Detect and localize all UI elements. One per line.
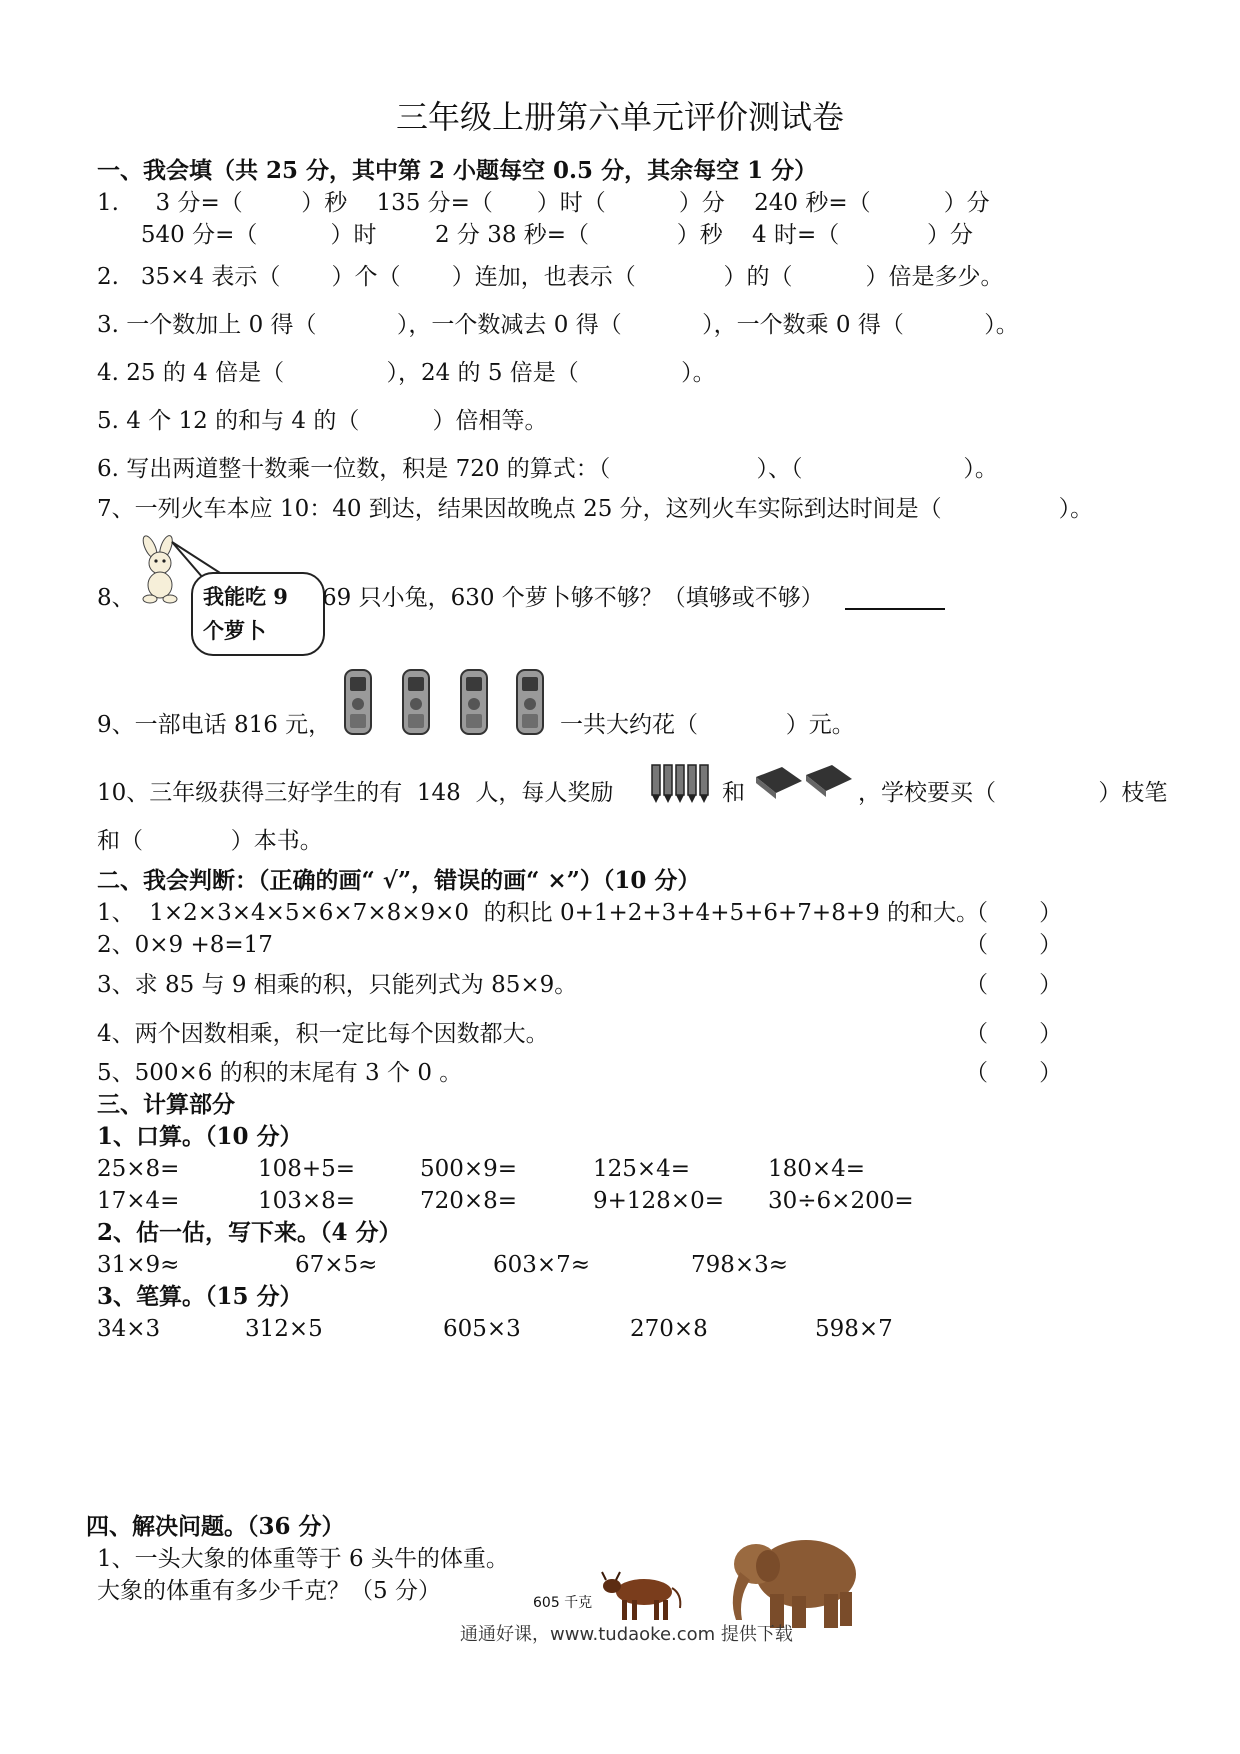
phone-icon: [343, 668, 558, 738]
section1-heading: 一、我会填（共 25 分，其中第 2 小题每空 0.5 分，其余每空 1 分）: [97, 157, 818, 184]
cow-icon: [600, 1568, 686, 1626]
footer-watermark: 通通好课，www.tudaoke.com 提供下载: [460, 1624, 793, 1645]
cow-weight-label: 605 千克: [533, 1595, 593, 1611]
section4-heading: 四、解决问题。（36 分）: [86, 1513, 345, 1540]
q5: 5. 4 个 12 的和与 4 的（ ）倍相等。: [97, 408, 548, 434]
q1-line1: 1. 3 分=（ ）秒 135 分=（ ）时（ ）分 240 秒=（ ）分: [97, 190, 990, 216]
oral-item: 125×4=: [593, 1156, 691, 1182]
page-title: 三年级上册第六单元评价测试卷: [395, 98, 844, 136]
q9-text-a: 9、一部电话 816 元，: [97, 712, 332, 738]
q10-text-a: 10、三年级获得三好学生的有 148 人，每人奖励: [97, 780, 614, 806]
judge-bracket-4: （ ）: [965, 1021, 1063, 1047]
estimate-item: 31×9≈: [97, 1252, 180, 1278]
written-item: 598×7: [815, 1316, 893, 1342]
q8-label: 8、: [97, 585, 135, 611]
book-icon: [752, 763, 856, 803]
q3: 3. 一个数加上 0 得（ ），一个数减去 0 得（ ），一个数乘 0 得（ ）。: [97, 312, 1019, 338]
judge-bracket-1: （ ）: [965, 900, 1063, 926]
estimate-item: 798×3≈: [691, 1252, 789, 1278]
judge-item-1: 1、 1×2×3×4×5×6×7×8×9×0 的积比 0+1+2+3+4+5+6+7+8+9 的和大。: [97, 900, 980, 926]
written-item: 312×5: [245, 1316, 323, 1342]
oral-item: 180×4=: [768, 1156, 866, 1182]
pen-icon: [648, 763, 712, 805]
oral-item: 17×4=: [97, 1188, 180, 1214]
oral-item: 25×8=: [97, 1156, 180, 1182]
written-item: 34×3: [97, 1316, 161, 1342]
judge-item-3: 3、求 85 与 9 相乘的积，只能列式为 85×9。: [97, 972, 578, 998]
judge-item-4: 4、两个因数相乘，积一定比每个因数都大。: [97, 1021, 549, 1047]
oral-heading: 1、口算。（10 分）: [97, 1123, 303, 1150]
q4: 4. 25 的 4 倍是（ ），24 的 5 倍是（ ）。: [97, 360, 716, 386]
oral-item: 108+5=: [258, 1156, 356, 1182]
oral-item: 500×9=: [420, 1156, 518, 1182]
written-item: 605×3: [443, 1316, 521, 1342]
q6: 6. 写出两道整十数乘一位数，积是 720 的算式：（ ）、（ ）。: [97, 456, 998, 482]
oral-item: 30÷6×200=: [768, 1188, 914, 1214]
q7: 7、一列火车本应 10：40 到达，结果因故晚点 25 分，这列火车实际到达时间是（ ）。: [97, 496, 1094, 522]
oral-item: 720×8=: [420, 1188, 518, 1214]
written-item: 270×8: [630, 1316, 708, 1342]
judge-bracket-3: （ ）: [965, 972, 1063, 998]
q10-text-b: 和: [722, 780, 745, 806]
q8-text: 69 只小兔，630 个萝卜够不够？（填够或不够）: [322, 585, 824, 611]
section3-heading: 三、计算部分: [97, 1091, 235, 1118]
q9-text-b: 一共大约花（ ）元。: [560, 712, 855, 738]
problem1-line1: 1、一头大象的体重等于 6 头牛的体重。: [97, 1546, 509, 1572]
speech-bubble: 我能吃 9 个萝卜: [191, 572, 325, 656]
problem1-line2: 大象的体重有多少千克？（5 分）: [97, 1578, 441, 1604]
q2: 2. 35×4 表示（ ）个（ ）连加，也表示（ ）的（ ）倍是多少。: [97, 264, 1004, 290]
q10-text-c: ，学校要买（ ）枝笔: [858, 780, 1168, 806]
judge-item-5: 5、500×6 的积的末尾有 3 个 0 。: [97, 1060, 463, 1086]
estimate-heading: 2、估一估，写下来。（4 分）: [97, 1219, 402, 1246]
estimate-item: 67×5≈: [295, 1252, 378, 1278]
elephant-icon: [722, 1528, 862, 1632]
q1-line2: 540 分=（ ）时 2 分 38 秒=（ ）秒 4 时=（ ）分: [97, 222, 973, 248]
section2-heading: 二、我会判断：（正确的画“ √”，错误的画“ ×”）（10 分）: [97, 867, 701, 894]
oral-item: 103×8=: [258, 1188, 356, 1214]
q10-text-d: 和（ ）本书。: [97, 828, 323, 854]
answer-line: [845, 608, 945, 610]
judge-bracket-2: （ ）: [965, 932, 1063, 958]
judge-item-2: 2、0×9 +8=17: [97, 932, 273, 958]
estimate-item: 603×7≈: [493, 1252, 591, 1278]
oral-item: 9+128×0=: [593, 1188, 724, 1214]
written-heading: 3、笔算。（15 分）: [97, 1283, 303, 1310]
judge-bracket-5: （ ）: [965, 1060, 1063, 1086]
